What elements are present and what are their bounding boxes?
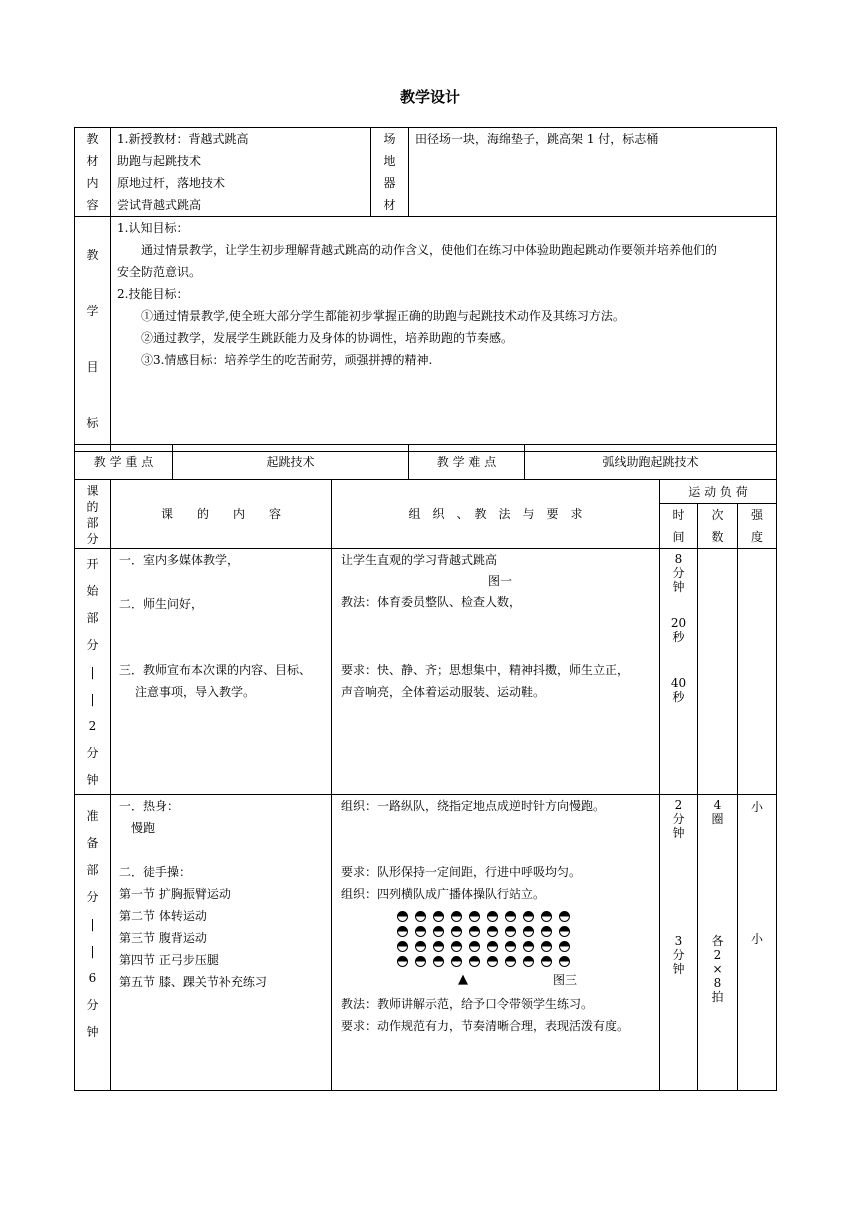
start-section-count (698, 549, 738, 795)
goals-content: 1.认知目标： 通过情景教学，让学生初步理解背越式跳高的动作含义，使他们在练习中体验助跑起跳动作要领并培养他们的 安全防范意识。 2.技能目标： ①通过情景教学,使全班大部分学生都能初步掌握正确的助跑与起跳技术动作及其练习方法。 ②通过教学，发展学生跳跃能力及身体的协调性，培养助跑的节奏感。 ③3.情感目标：培养学生的吃苦耐劳，顽强拼搏的精神. (111, 217, 777, 452)
key-point-value: 起跳技术 (173, 445, 409, 480)
student-dot-icon (469, 941, 480, 952)
prep-section-time: 2 分 钟 3 分 钟 (660, 795, 698, 1091)
prep-section-content: 一．热身： 慢跑 二．徒手操： 第一节 扩胸振臂运动 第二节 体转运动 第三节 腹背运动 第四节 正弓步压腿 第五节 膝、踝关节补充练习 (111, 795, 332, 1091)
start-section-content: 一．室内多媒体教学， 二．师生问好， 三．教师宣布本次课的内容、目标、 注意事项，导入教学。 (111, 549, 332, 795)
student-dot-icon (415, 941, 426, 952)
student-dot-icon (487, 941, 498, 952)
student-dot-icon (487, 926, 498, 937)
student-dot-icon (415, 911, 426, 922)
student-dot-icon (415, 926, 426, 937)
goals-label: 教 学 目 标 (75, 217, 111, 452)
prep-section-label: 准 备 部 分 | | 6 分 钟 (75, 795, 111, 1091)
student-dot-icon (415, 956, 426, 967)
student-dot-icon (487, 911, 498, 922)
time-header: 时 间 (660, 504, 698, 549)
equipment-content: 田径场一块，海绵垫子，跳高架 1 付，标志桶 (409, 128, 777, 217)
prep-section-count: 4 圈 各 2 × 8 拍 (698, 795, 738, 1091)
student-dot-icon (523, 941, 534, 952)
key-points-table (74, 444, 777, 480)
material-label: 教 材 内 容 (75, 128, 111, 217)
student-dot-icon (397, 941, 408, 952)
student-dot-icon (469, 926, 480, 937)
student-dot-icon (451, 941, 462, 952)
student-dot-icon (505, 926, 516, 937)
prep-section-method: 组织：一路纵队，绕指定地点成逆时针方向慢跑。 要求：队形保持一定间距，行进中呼吸均匀。 组织：四列横队成广播体操队行站立。 ▲ 图三 教法：教师讲解示范，给予口令带领学生练习。 要求：动作规范有力，节奏清晰合理，表现活泼有度。 (332, 795, 660, 1091)
student-dot-icon (559, 956, 570, 967)
student-dot-icon (397, 926, 408, 937)
method-header: 组 织 、 教 法 与 要 求 (332, 480, 660, 549)
student-formation (397, 911, 659, 967)
student-dot-icon (559, 941, 570, 952)
student-dot-icon (433, 911, 444, 922)
formation-diagram (341, 905, 659, 967)
student-dot-icon (397, 956, 408, 967)
start-section-intensity (738, 549, 777, 795)
material-content: 1.新授教材：背越式跳高 助跑与起跳技术 原地过杆，落地技术 尝试背越式跳高 (111, 128, 371, 217)
info-table (74, 127, 777, 452)
start-section-method: 让学生直观的学习背越式跳高 图一 教法：体育委员整队、检查人数， 要求：快、静、齐；思想集中，精神抖擞，师生立正， 声音响亮，全体着运动服装、运动鞋。 (332, 549, 660, 795)
intensity-header: 强 度 (738, 504, 777, 549)
student-dot-icon (559, 911, 570, 922)
student-dot-icon (523, 956, 534, 967)
student-dot-icon (541, 911, 552, 922)
student-dot-icon (433, 926, 444, 937)
load-header: 运 动 负 荷 (660, 480, 777, 504)
student-dot-icon (505, 941, 516, 952)
student-dot-icon (487, 956, 498, 967)
student-dot-icon (433, 956, 444, 967)
student-dot-icon (523, 926, 534, 937)
student-dot-icon (541, 926, 552, 937)
part-header: 课 的 部 分 (75, 480, 111, 549)
start-section-label: 开 始 部 分 | | 2 分 钟 (75, 549, 111, 795)
student-dot-icon (433, 941, 444, 952)
difficulty-label: 教 学 难 点 (409, 445, 525, 480)
difficulty-value: 弧线助跑起跳技术 (525, 445, 777, 480)
student-dot-icon (541, 941, 552, 952)
figure-3-caption: 图三 (553, 973, 578, 987)
equipment-label: 场 地 器 材 (371, 128, 409, 217)
page-title: 教学设计 (399, 88, 460, 106)
student-dot-icon (451, 911, 462, 922)
key-point-label: 教 学 重 点 (75, 445, 173, 480)
student-dot-icon (505, 956, 516, 967)
prep-section-intensity: 小 小 (738, 795, 777, 1091)
student-dot-icon (559, 926, 570, 937)
student-dot-icon (469, 911, 480, 922)
student-dot-icon (451, 956, 462, 967)
content-header: 课 的 内 容 (111, 480, 332, 549)
student-dot-icon (541, 956, 552, 967)
student-dot-icon (523, 911, 534, 922)
student-dot-icon (397, 911, 408, 922)
student-dot-icon (505, 911, 516, 922)
lesson-table (74, 479, 777, 1091)
teacher-marker-icon: ▲ (458, 972, 468, 987)
student-dot-icon (469, 956, 480, 967)
student-dot-icon (451, 926, 462, 937)
start-section-time: 8 分 钟 20 秒 40 秒 (660, 549, 698, 795)
formation-caption (341, 967, 659, 993)
count-header: 次 数 (698, 504, 738, 549)
